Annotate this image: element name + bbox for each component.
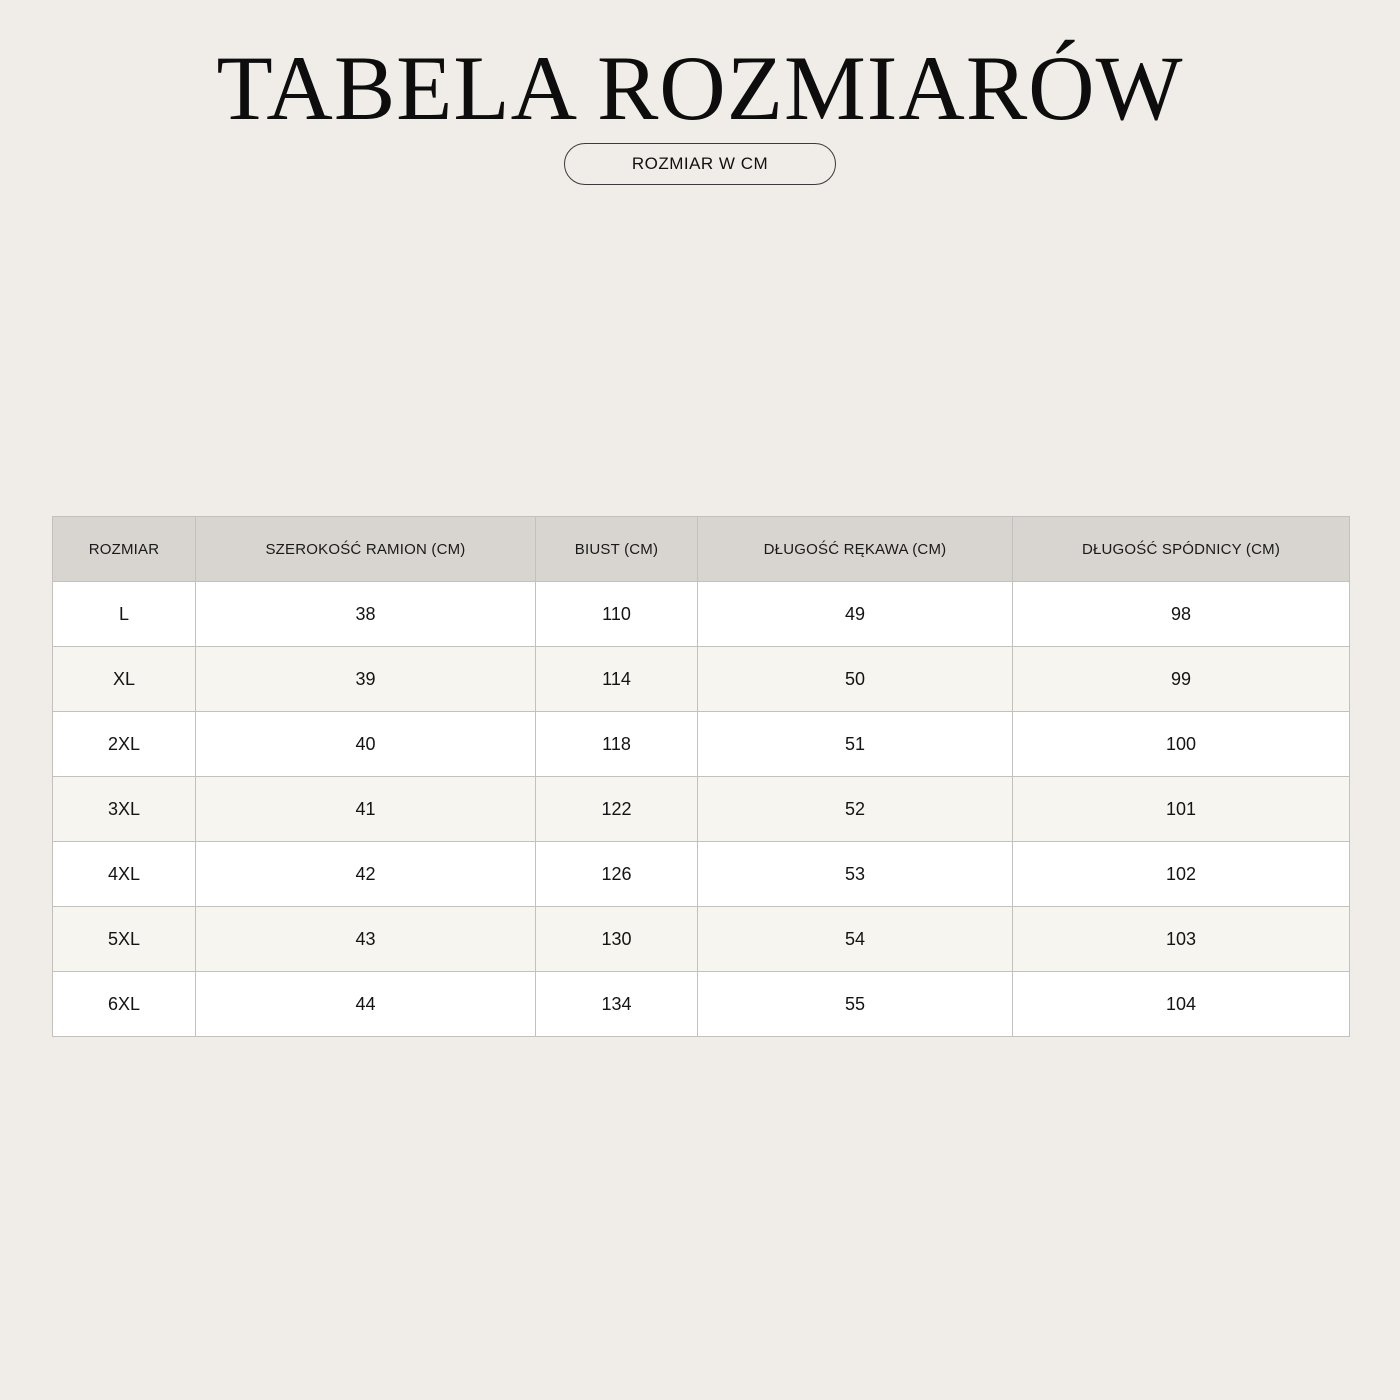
- cell-shoulder-width: 39: [196, 647, 536, 712]
- cell-bust: 118: [536, 712, 698, 777]
- size-chart-table: [52, 516, 1350, 1037]
- unit-badge: ROZMIAR W CM: [564, 143, 836, 185]
- table-row: [53, 907, 1350, 972]
- table-row: [53, 647, 1350, 712]
- cell-bust: 134: [536, 972, 698, 1037]
- table-row: [53, 712, 1350, 777]
- table-row: [53, 582, 1350, 647]
- table-row: [53, 777, 1350, 842]
- cell-shoulder-width: 38: [196, 582, 536, 647]
- cell-skirt-length: 103: [1013, 907, 1350, 972]
- cell-sleeve-length: 53: [698, 842, 1013, 907]
- cell-skirt-length: 102: [1013, 842, 1350, 907]
- cell-sleeve-length: 55: [698, 972, 1013, 1037]
- header-sleeve-length: DŁUGOŚĆ RĘKAWA (CM): [698, 517, 1013, 582]
- header-skirt-length: DŁUGOŚĆ SPÓDNICY (CM): [1013, 517, 1350, 582]
- cell-size: 2XL: [53, 712, 196, 777]
- cell-shoulder-width: 43: [196, 907, 536, 972]
- cell-bust: 110: [536, 582, 698, 647]
- cell-bust: 130: [536, 907, 698, 972]
- header-bust: BIUST (CM): [536, 517, 698, 582]
- cell-sleeve-length: 54: [698, 907, 1013, 972]
- cell-sleeve-length: 51: [698, 712, 1013, 777]
- cell-skirt-length: 98: [1013, 582, 1350, 647]
- cell-sleeve-length: 49: [698, 582, 1013, 647]
- cell-bust: 126: [536, 842, 698, 907]
- page-title: TABELA ROZMIARÓW: [216, 37, 1184, 139]
- cell-shoulder-width: 42: [196, 842, 536, 907]
- cell-sleeve-length: 52: [698, 777, 1013, 842]
- cell-size: L: [53, 582, 196, 647]
- cell-size: 5XL: [53, 907, 196, 972]
- cell-size: 4XL: [53, 842, 196, 907]
- cell-shoulder-width: 41: [196, 777, 536, 842]
- cell-shoulder-width: 44: [196, 972, 536, 1037]
- cell-sleeve-length: 50: [698, 647, 1013, 712]
- table-header-row: [53, 517, 1350, 582]
- cell-bust: 114: [536, 647, 698, 712]
- cell-skirt-length: 100: [1013, 712, 1350, 777]
- header-shoulder-width: SZEROKOŚĆ RAMION (CM): [196, 517, 536, 582]
- cell-skirt-length: 104: [1013, 972, 1350, 1037]
- cell-skirt-length: 99: [1013, 647, 1350, 712]
- cell-skirt-length: 101: [1013, 777, 1350, 842]
- cell-size: XL: [53, 647, 196, 712]
- cell-size: 6XL: [53, 972, 196, 1037]
- cell-shoulder-width: 40: [196, 712, 536, 777]
- header-size: ROZMIAR: [53, 517, 196, 582]
- cell-bust: 122: [536, 777, 698, 842]
- table-row: [53, 972, 1350, 1037]
- table-row: [53, 842, 1350, 907]
- cell-size: 3XL: [53, 777, 196, 842]
